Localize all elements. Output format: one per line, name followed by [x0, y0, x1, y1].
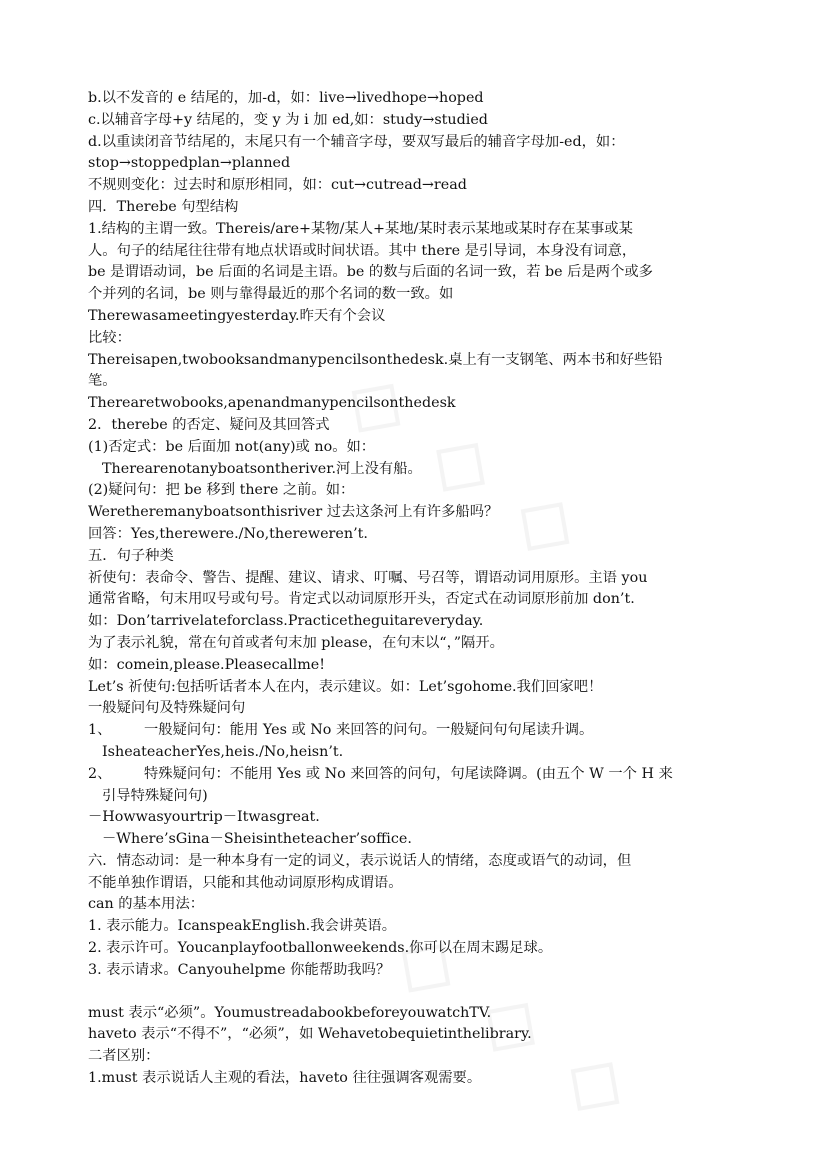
text-line: be 是谓语动词，be 后面的名词是主语。be 的数与后面的名词一致，若 be 后是两个或多 — [88, 264, 653, 281]
example-line: IsheateacherYes,heis./No,heisn’t. — [102, 743, 344, 760]
example-line: 如：comein,please.Pleasecallme! — [88, 656, 326, 673]
section-heading: 六．情态动词：是一种本身有一定的词义，表示说话人的情绪，态度或语气的动词，但 — [88, 852, 632, 869]
text-line: 1.must 表示说话人主观的看法，haveto 往往强调客观需要。 — [88, 1070, 482, 1087]
list-item: 2. 表示许可。Youcanplayfootballonweekends.你可以在周末踢足球。 — [88, 940, 553, 957]
text-line: 回答：Yes,therewere./No,thereweren’t. — [88, 525, 368, 542]
text-line: 引导特殊疑问句) — [102, 787, 208, 804]
text-line: 笔。 — [88, 373, 117, 390]
text-line: 二者区别： — [88, 1048, 160, 1065]
text-line: (1)否定式：be 后面加 not(any)或 no。如： — [88, 438, 376, 455]
text-line: (2)疑问句：把 be 移到 there 之前。如： — [88, 482, 355, 499]
text-line: must 表示“必须”。YoumustreadabookbeforeyouwatchTV. — [88, 1004, 492, 1021]
section-heading: 四．Therebe 句型结构 — [88, 198, 239, 215]
list-item: 3. 表示请求。Canyouhelpme 你能帮助我吗？ — [88, 961, 391, 978]
item-number: 2、 — [88, 765, 112, 782]
item-text: 一般疑问句：能用 Yes 或 No 来回答的问句。一般疑问句句尾读升调。 — [144, 722, 594, 739]
numbered-item — [88, 720, 748, 742]
example-line: Therearetwobooks,apenandmanypencilsonthedesk — [88, 395, 456, 412]
example-line: Therewasameetingyesterday.昨天有个会议 — [88, 307, 386, 324]
text-line: stop→stoppedplan→planned — [88, 155, 291, 172]
text-line: haveto 表示“不得不”，“必须”，如 Wehavetobequietinthelibrary. — [88, 1026, 532, 1043]
spacer — [88, 982, 748, 1003]
text-line: c.以辅音字母+y 结尾的，变 y 为 i 加 ed,如：study→studied — [88, 111, 488, 128]
example-line: Therearenotanyboatsontheriver.河上没有船。 — [102, 460, 422, 477]
example-line: Weretheremanyboatsonthisriver 过去这条河上有许多船吗？ — [88, 504, 499, 521]
text-line: 比较： — [88, 329, 131, 346]
text-line: can 的基本用法： — [88, 896, 205, 913]
example-line: －Where’sGina－Sheisintheteacher’soffice. — [102, 831, 412, 848]
text-line: d.以重读闭音节结尾的，末尾只有一个辅音字母，要双写最后的辅音字母加-ed，如： — [88, 133, 625, 150]
text-line: 个并列的名词，be 则与靠得最近的那个名词的数一致。如 — [88, 286, 454, 303]
document-body — [88, 88, 748, 1090]
text-line: 1.结构的主谓一致。Thereis/are+某物/某人+某地/某时表示某地或某时存在某事或某 — [88, 220, 633, 237]
text-line: 不能单独作谓语，只能和其他动词原形构成谓语。 — [88, 874, 403, 891]
list-item: 1. 表示能力。IcanspeakEnglish.我会讲英语。 — [88, 918, 397, 935]
text-line: 人。句子的结尾往往带有地点状语或时间状语。其中 there 是引导词，本身没有词意， — [88, 242, 637, 259]
text-line: 通常省略，句末用叹号或句号。肯定式以动词原形开头，否定式在动词原形前加 don’t. — [88, 591, 635, 608]
subsection-heading: 一般疑问句及特殊疑问句 — [88, 700, 246, 717]
numbered-item — [88, 764, 748, 786]
text-line: 为了表示礼貌，常在句首或者句末加 please，在句末以“，”隔开。 — [88, 634, 504, 651]
example-line: －Howwasyourtrip－Itwasgreat. — [88, 809, 320, 826]
text-line: 祈使句：表命令、警告、提醒、建议、请求、叮嘱、号召等，谓语动词用原形。主语 you — [88, 569, 648, 586]
example-line: 如：Don’tarrivelateforclass.Practicetheguitareveryday. — [88, 613, 484, 630]
example-line: Thereisapen,twobooksandmanypencilsonthedesk.桌上有一支钢笔、两本书和好些铅 — [88, 351, 663, 368]
item-text: 特殊疑问句：不能用 Yes 或 No 来回答的问句，句尾读降调。(由五个 W 一个 H 来 — [144, 765, 673, 782]
subsection-heading: 2．therebe 的否定、疑问及其回答式 — [88, 416, 330, 433]
text-line: Let’s 祈使句:包括听话者本人在内，表示建议。如：Let’sgohome.我们回家吧！ — [88, 678, 603, 695]
text-line: b.以不发音的 e 结尾的，加-d，如：live→livedhope→hoped — [88, 90, 484, 106]
item-number: 1、 — [88, 722, 112, 739]
section-heading: 五．句子种类 — [88, 547, 174, 564]
text-line: 不规则变化：过去时和原形相同，如：cut→cutread→read — [88, 177, 467, 194]
